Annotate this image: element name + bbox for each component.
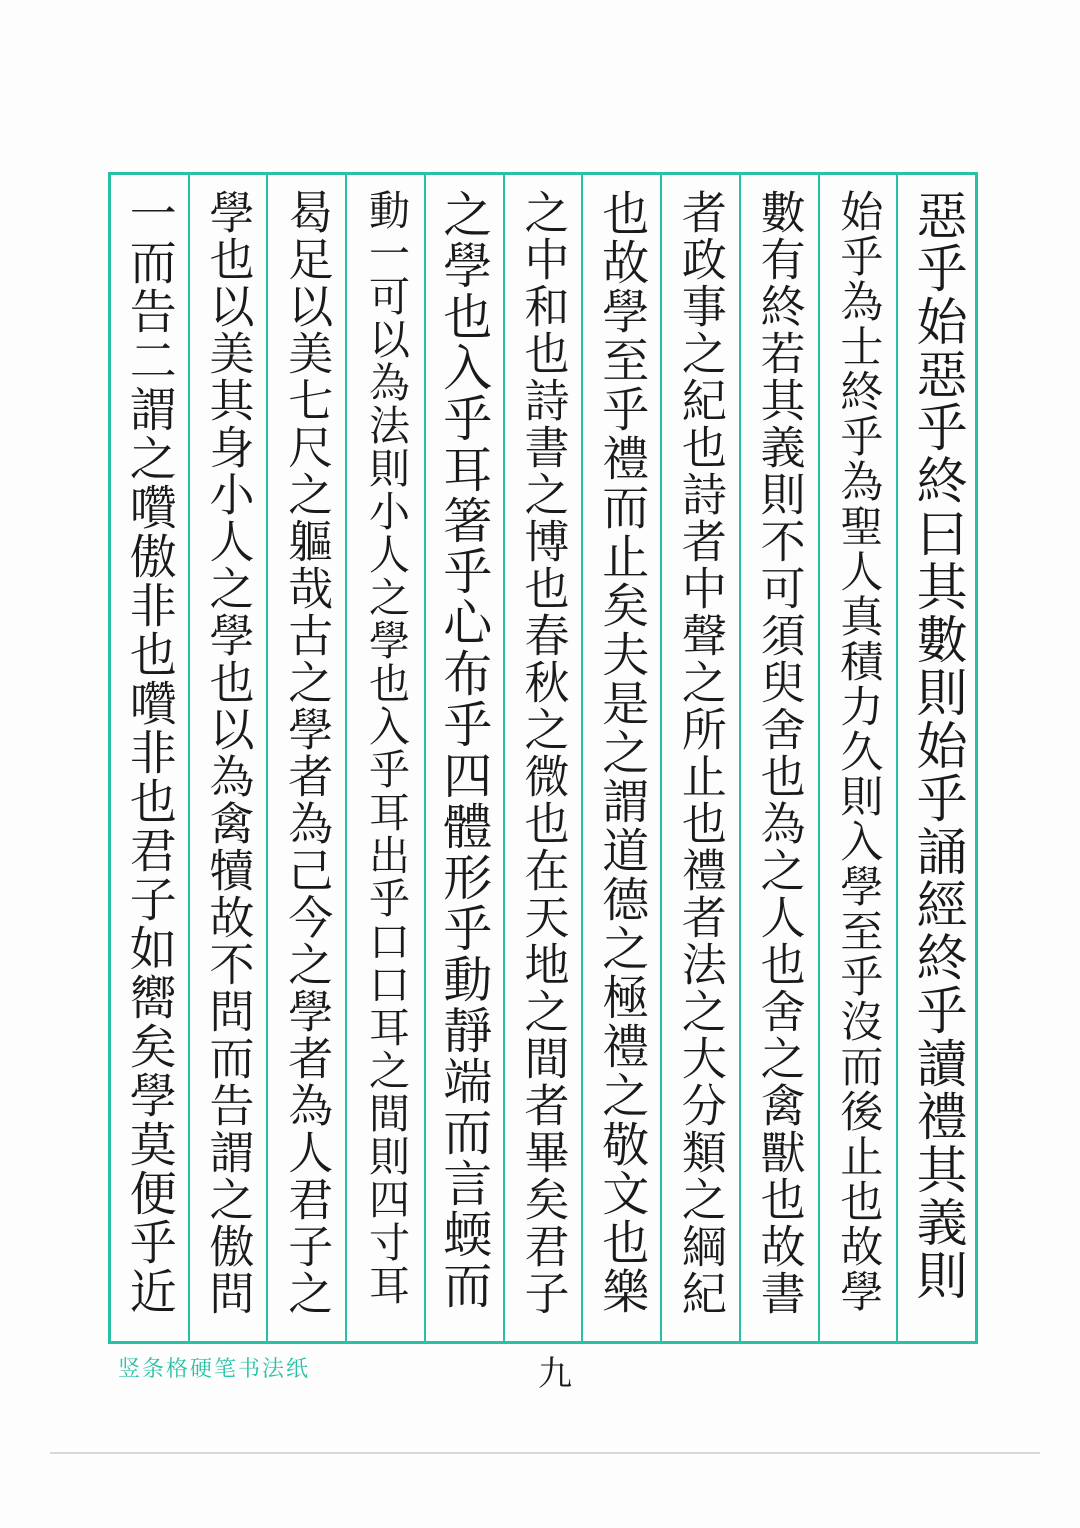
handwritten-line-8: 動一可以為法則小人之學也入乎耳出乎口口耳之間則四寸耳 <box>361 189 410 1307</box>
handwritten-line-2: 始乎為士終乎為聖人真積力久則入學至乎沒而後止也故學 <box>833 189 884 1314</box>
grid-column-9 <box>266 175 345 1341</box>
handwritten-line-5: 也故學至乎禮而止矣夫是之謂道德之極禮之敬文也樂 <box>594 189 650 1316</box>
grid-column-7 <box>424 175 503 1341</box>
handwritten-line-4: 者政事之紀也詩者中聲之所止也禮者法之大分類之綱紀 <box>673 189 727 1317</box>
grid-column-6 <box>503 175 582 1341</box>
page-edge-line <box>50 1452 1040 1454</box>
handwritten-line-9: 曷足以美七尺之軀哉古之學者為己今之學者為人君子之 <box>280 189 334 1317</box>
grid-column-11 <box>111 175 188 1341</box>
grid-column-3 <box>739 175 818 1341</box>
grid-column-5 <box>581 175 660 1341</box>
grid-column-4 <box>660 175 739 1341</box>
grid-column-10 <box>188 175 267 1341</box>
paper-type-label: 竖条格硬笔书法纸 <box>118 1357 311 1382</box>
handwritten-line-6: 之中和也詩書之博也春秋之微也在天地之間者畢矣君子 <box>516 189 570 1317</box>
handwritten-line-3: 數有終若其義則不可須臾舍也為之人也舍之禽獸也故書 <box>752 189 806 1317</box>
grid-column-2 <box>818 175 897 1341</box>
handwritten-line-7: 之學也入乎耳箸乎心布乎四體形乎動靜端而言蝡而 <box>435 189 493 1311</box>
handwritten-line-11: 一而告二謂之囋傲非也囋非也君子如嚮矣學莫便乎近 <box>121 189 177 1316</box>
grid-column-1 <box>896 175 975 1341</box>
page-number: 九 <box>538 1354 572 1394</box>
handwritten-line-1: 惡乎始惡乎終曰其數則始乎誦經終乎讀禮其義則 <box>907 189 967 1302</box>
vertical-grid-frame <box>108 172 978 1344</box>
grid-column-8 <box>345 175 424 1341</box>
handwritten-line-10: 學也以美其身小人之學也以為禽犢故不問而告謂之傲問 <box>201 189 255 1317</box>
